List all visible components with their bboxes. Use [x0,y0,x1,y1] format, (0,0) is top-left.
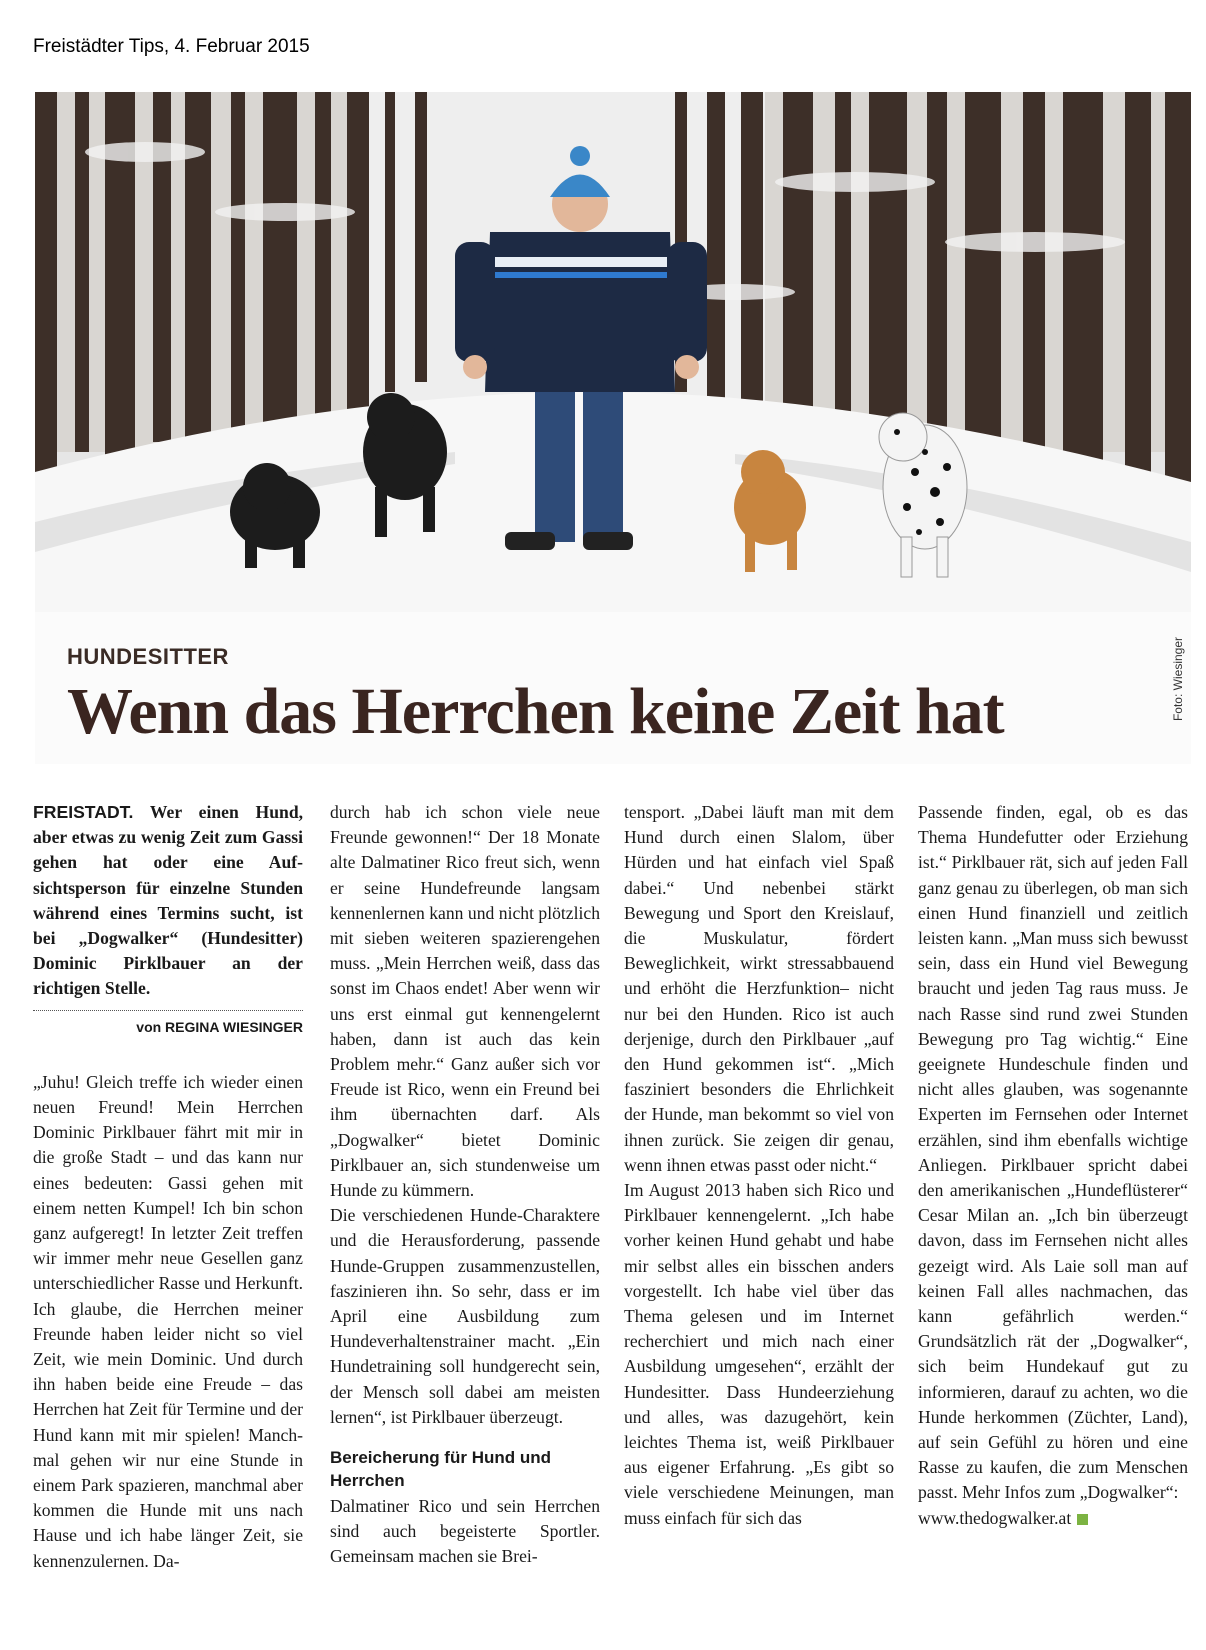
dateline: FREISTADT. [33,802,134,822]
article-column-1 [33,800,303,1574]
byline: von REGINA WIESINGER [33,1010,303,1040]
end-mark-icon [1077,1514,1088,1525]
article-lede [33,800,303,1002]
body-paragraph: Im August 2013 haben sich Rico und Pirklbauer kennengelernt. „Ich habe vorher keinen Hund gehabt und habe mir selbst alles ein bisschen anders vorgestellt. Ich habe viel über das Thema gelesen und im Internet recherchiert und mich nach einer Ausbildung umgesehen“, erzählt der Hundesitter. Dass Hundeerziehung und alles, was dazugehört, kein leichtes Thema ist, weiß Pirklbauer aus eigener Erfahrung. „Es gibt so viele verschiedene Meinungen, man muss einfach für sich das [624,1180,894,1528]
body-paragraph: Die verschiedenen Hunde-Charaktere und die Herausforderung, passende Hunde-Gruppen zusammenzustellen, faszinieren ihn. So sehr, dass er im April eine Ausbildung zum Hundeverhaltenstrainer macht. „Ein Hundetraining soll hundgerecht sein, der Mensch soll dabei am meisten lernen“, ist Pirklbauer überzeugt. [330,1205,600,1427]
lede-text: Wer einen Hund, aber etwas zu wenig Zeit zum Gassi gehen hat oder eine Aufsichtsperson für einzelne Stunden während eines Termins sucht, ist bei „Dogwalker“ (Hundesitter) Dominic Pirklbauer an der richtigen Stelle. [33,802,303,999]
article-headline: Wenn das Herrchen keine Zeit hat [67,675,1004,748]
body-paragraph: durch hab ich schon viele neue Freunde gewonnen!“ Der 18 Monate alte Dalmatiner Rico freut sich, wenn er seine Hundefreunde langsam kennenlernen kann und nicht plötzlich mit sieben weiteren spazierengehen muss. „Mein Herrchen weiß, dass das sonst im Chaos endet! Aber wenn wir uns erst einmal gut kennengelernt haben, dann ist auch das kein Problem mehr.“ Ganz außer sich vor Freude ist Rico, wenn ein Freund bei ihm übernachten darf. Als „Dogwalker“ bietet Dominic Pirklbauer an, sich stundenweise um Hunde zu kümmern. [330,802,600,1201]
body-paragraph: Dalmatiner Rico und sein Herrchen sind auch begeisterte Sportler. Gemeinsam machen sie Brei- [330,1496,600,1567]
photo-credit: Foto: Wiesinger [1171,637,1185,722]
article-column-4 [918,800,1188,1531]
article-photo [35,92,1191,764]
body-paragraph: „Juhu! Gleich treffe ich wieder einen neuen Freund! Mein Herrchen Dominic Pirklbauer fährt mit mir in die große Stadt – und das kann nur eines bedeuten: Gassi gehen mit einem netten Kumpel! Ich bin schon ganz aufgeregt! In letzter Zeit treffen wir immer mehr neue Gesellen ganz unterschiedlicher Rasse und Herkunft. Ich glaube, die Herrchen meiner Freunde haben leider nicht so viel Zeit, wie mein Dominic. Und durch ihn haben beide eine Freude – das Herrchen hat Zeit für Termine und der Hund kann mit mir spielen! Manchmal gehen wir nur eine Stunde in einem Park spazieren, manchmal aber kommen die Hunde mit uns nach Hause und ich habe länger Zeit, sie kennenzulernen. Da- [33,1071,303,1571]
website-link[interactable]: www.thedogwalker.at [918,1507,1072,1528]
body-paragraph: tensport. „Dabei läuft man mit dem Hund durch einen Slalom, über Hürden und hat einfach viel Spaß dabei.“ Und nebenbei stärkt Bewegung und Sport den Kreislauf, die Muskulatur, fördert Beweglichkeit, wirkt stressabbauend und erhöht die Herzfunktion– nicht nur bei den Hunden. Rico ist auch derjenige, durch den Pirklbauer „auf den Hund gekommen ist“. „Mich fasziniert besonders die Ehrlichkeit der Hunde, man bekommt so viel von ihnen zurück. Sie zeigen dir genau, wenn ihnen etwas passt oder nicht.“ [624,802,894,1175]
website-line [918,1506,1188,1531]
publication-caption: Freistädter Tips, 4. Februar 2015 [33,36,310,57]
article-subhead: Bereicherung für Hund und Herrchen [330,1448,551,1491]
article-column-3 [624,800,894,1531]
section-kicker: HUNDESITTER [67,644,229,669]
article-column-2 [330,800,600,1570]
body-paragraph: Passende finden, egal, ob es das Thema Hundefutter oder Erziehung ist.“ Pirklbauer rät, sich auf jeden Fall ganz genau zu überlegen, ob man sich einen Hund finanziell und zeitlich leisten kann. „Man muss sich bewusst sein, dass ein Hund viel Bewegung braucht und jeden Tag raus muss. Je nach Rasse sind rund zwei Stunden Bewegung pro Tag wichtig.“ Eine geeignete Hundeschule finden und nicht alles glauben, was sogenannte Experten im Fernsehen oder Internet erzählen, sind ihm ebenfalls wichtige Anliegen. Pirklbauer spricht dabei den amerikanischen „Hundeflüsterer“ Cesar Milan an. „Ich bin überzeugt davon, dass im Fernsehen nicht alles gezeigt wird. Als Laie soll man auf keinen Fall alles nachmachen, das kann gefährlich werden.“ Grundsätzlich rät der „Dogwalker“, sich beim Hundekauf gut zu informieren, darauf zu achten, wo die Hunde herkommen (Züchter, Land), auf sein Gefühl zu hören und eine Rasse zu kaufen, die zum Menschen passt. Mehr Infos zum „Dogwalker“: [918,802,1188,1503]
